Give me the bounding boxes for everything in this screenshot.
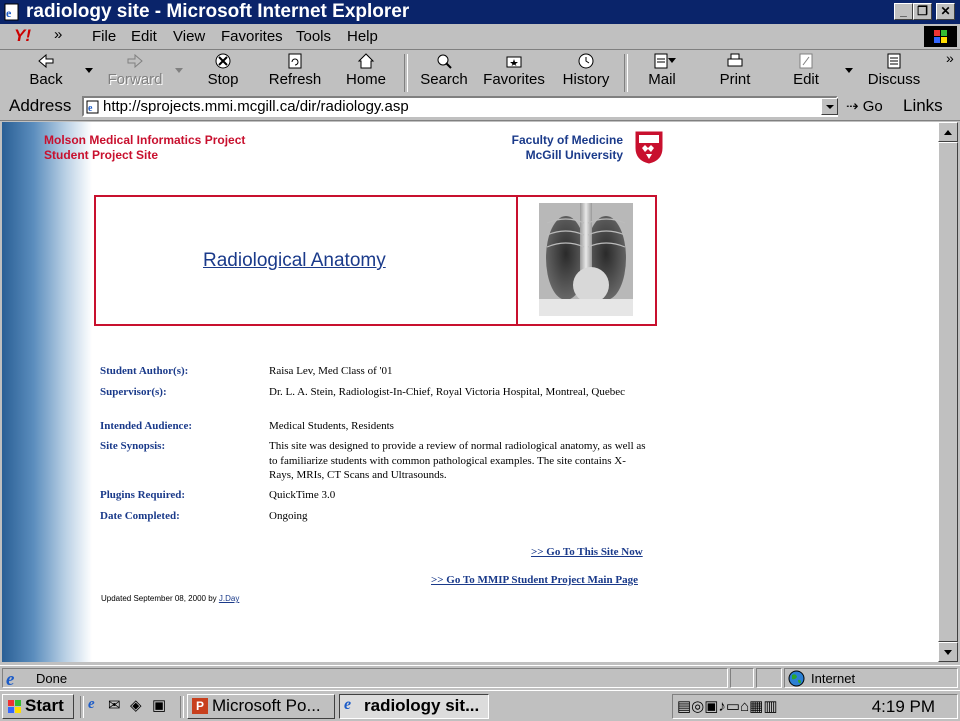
favorites-folder-icon [505, 53, 523, 69]
mail-button[interactable]: Mail [643, 50, 681, 94]
quicklaunch-desktop-icon[interactable]: ▣ [152, 697, 167, 714]
search-icon [435, 53, 453, 69]
menu-chevron-icon[interactable]: » [54, 26, 63, 43]
header-left-line1: Molson Medical Informatics Project [44, 133, 246, 147]
task-label: Microsoft Po... [212, 696, 321, 715]
edit-dropdown-icon[interactable] [845, 68, 853, 73]
tray-icons[interactable]: ▤◎▣♪▭⌂▦▥ [677, 698, 778, 715]
title-bar[interactable] [0, 0, 960, 24]
updated-note [101, 594, 239, 603]
window-title: radiology site - Microsoft Internet Explorer [26, 1, 410, 22]
field-label-plugins: Plugins Required: [100, 489, 186, 501]
go-to-main-page-link[interactable]: >> Go To MMIP Student Project Main Page [431, 574, 638, 586]
toolbar-chevron-icon[interactable]: » [946, 50, 954, 66]
quicklaunch-channels-icon[interactable]: ◈ [130, 697, 142, 714]
scroll-up-button[interactable] [938, 122, 958, 142]
print-button[interactable]: Print [716, 50, 754, 94]
banner-divider [516, 197, 518, 324]
discuss-icon [885, 53, 903, 69]
chest-xray-image [539, 203, 633, 316]
menu-bar [0, 24, 960, 50]
field-label-date: Date Completed: [100, 510, 180, 522]
taskbar [0, 690, 960, 721]
mcgill-crest-icon [634, 130, 664, 164]
refresh-button[interactable]: Refresh [266, 50, 324, 94]
menu-edit[interactable]: Edit [131, 28, 157, 45]
title-banner [94, 195, 657, 326]
windows-flag-icon [7, 699, 23, 714]
task-label: radiology sit... [364, 696, 480, 715]
stop-icon [214, 53, 232, 69]
svg-text:e: e [6, 6, 12, 20]
toolbar [0, 50, 960, 95]
ie-task-icon: e [344, 696, 352, 713]
author-link[interactable]: J.Day [218, 594, 240, 603]
favorites-button[interactable]: Favorites [482, 50, 546, 94]
print-icon [726, 53, 744, 69]
field-label-author: Student Author(s): [100, 365, 189, 377]
quicklaunch-ie-icon[interactable]: e [88, 696, 95, 712]
svg-text:e: e [6, 669, 15, 687]
taskbar-divider [180, 696, 184, 718]
refresh-icon [286, 53, 304, 69]
scroll-thumb[interactable] [938, 142, 958, 642]
page-content [2, 122, 938, 662]
status-panel-empty [730, 668, 754, 688]
field-value-supervisor: Dr. L. A. Stein, Radiologist-In-Chief, Royal Victoria Hospital, Montreal, Quebec [269, 386, 625, 398]
go-label: Go [862, 98, 883, 115]
address-dropdown-button[interactable] [821, 98, 838, 115]
address-bar [0, 94, 960, 121]
go-button[interactable] [846, 97, 883, 115]
links-button[interactable]: Links [903, 96, 943, 115]
back-button[interactable]: Back [24, 50, 68, 94]
status-bar [0, 665, 960, 690]
history-icon [577, 53, 595, 69]
stop-button[interactable]: Stop [203, 50, 243, 94]
address-input[interactable] [82, 96, 838, 117]
menu-favorites[interactable]: Favorites [221, 28, 283, 45]
field-value-plugins: QuickTime 3.0 [269, 489, 336, 501]
back-arrow-icon [37, 53, 55, 69]
yahoo-logo[interactable]: Y! [14, 26, 31, 45]
blue-gradient-strip [2, 122, 92, 662]
system-tray [672, 694, 958, 719]
search-button[interactable]: Search [418, 50, 470, 94]
field-value-synopsis: This site was designed to provide a review of normal radiological anatomy, as well as to familiarize students with common pathological examples. The site contains X-Rays, MRIs, CT Scans and Ultrasounds. [269, 440, 646, 481]
globe-icon [788, 670, 805, 687]
status-panel [2, 668, 728, 688]
scroll-down-button[interactable] [938, 642, 958, 662]
edit-button[interactable]: Edit [790, 50, 822, 94]
windows-logo-icon [924, 26, 957, 47]
field-label-audience: Intended Audience: [100, 420, 192, 432]
address-url: http://sprojects.mmi.mcgill.ca/dir/radiology.asp [103, 98, 409, 115]
field-value-author: Raisa Lev, Med Class of '01 [269, 365, 393, 377]
ie-logo-icon [5, 669, 25, 687]
edit-icon [797, 53, 815, 69]
vertical-scrollbar[interactable] [938, 122, 958, 662]
field-label-supervisor: Supervisor(s): [100, 386, 167, 398]
status-text: Done [36, 671, 68, 686]
close-button[interactable]: ✕ [936, 3, 955, 20]
field-label-synopsis: Site Synopsis: [100, 440, 166, 452]
start-button[interactable] [2, 694, 74, 719]
restore-button[interactable]: ❐ [913, 3, 932, 20]
zone-text: Internet [811, 671, 856, 686]
menu-file[interactable]: File [92, 28, 117, 45]
ie-page-icon [3, 3, 21, 21]
field-value-audience: Medical Students, Residents [269, 420, 394, 432]
toolbar-separator [404, 54, 408, 92]
header-right-line2: McGill University [525, 148, 623, 162]
mail-dropdown-icon[interactable] [668, 58, 676, 63]
header-right-line1: Faculty of Medicine [511, 133, 623, 147]
zone-panel [784, 668, 958, 688]
forward-dropdown-icon [175, 68, 183, 73]
forward-arrow-icon [126, 53, 144, 69]
updated-text: Updated September 08, 2000 by [101, 594, 217, 603]
page-icon [86, 100, 99, 114]
address-label: Address [9, 96, 72, 115]
go-to-site-link[interactable]: >> Go To This Site Now [531, 546, 643, 558]
task-radiology-site[interactable] [339, 694, 489, 719]
toolbar-separator [624, 54, 628, 92]
powerpoint-icon: P [192, 698, 208, 714]
history-button[interactable]: History [560, 50, 612, 94]
menu-view[interactable]: View [173, 28, 206, 45]
menu-help[interactable]: Help [347, 28, 378, 45]
home-button[interactable]: Home [343, 50, 389, 94]
home-icon [357, 53, 375, 69]
field-value-date: Ongoing [269, 510, 308, 522]
back-dropdown-icon[interactable] [85, 68, 93, 73]
taskbar-divider [80, 696, 84, 718]
minimize-button[interactable]: _ [894, 3, 913, 20]
go-arrow-icon: ⇢ [846, 98, 859, 115]
start-label: Start [25, 696, 64, 715]
header-left-line2: Student Project Site [44, 148, 159, 162]
quicklaunch-outlook-icon[interactable]: ✉ [108, 697, 121, 714]
svg-text:e: e [88, 103, 93, 114]
status-panel-empty [756, 668, 782, 688]
discuss-button[interactable]: Discuss [866, 50, 922, 94]
task-powerpoint[interactable] [187, 694, 335, 719]
banner-title: Radiological Anatomy [203, 250, 386, 271]
menu-tools[interactable]: Tools [296, 28, 332, 45]
clock[interactable]: 4:19 PM [871, 697, 935, 716]
forward-button[interactable]: Forward [106, 50, 164, 94]
